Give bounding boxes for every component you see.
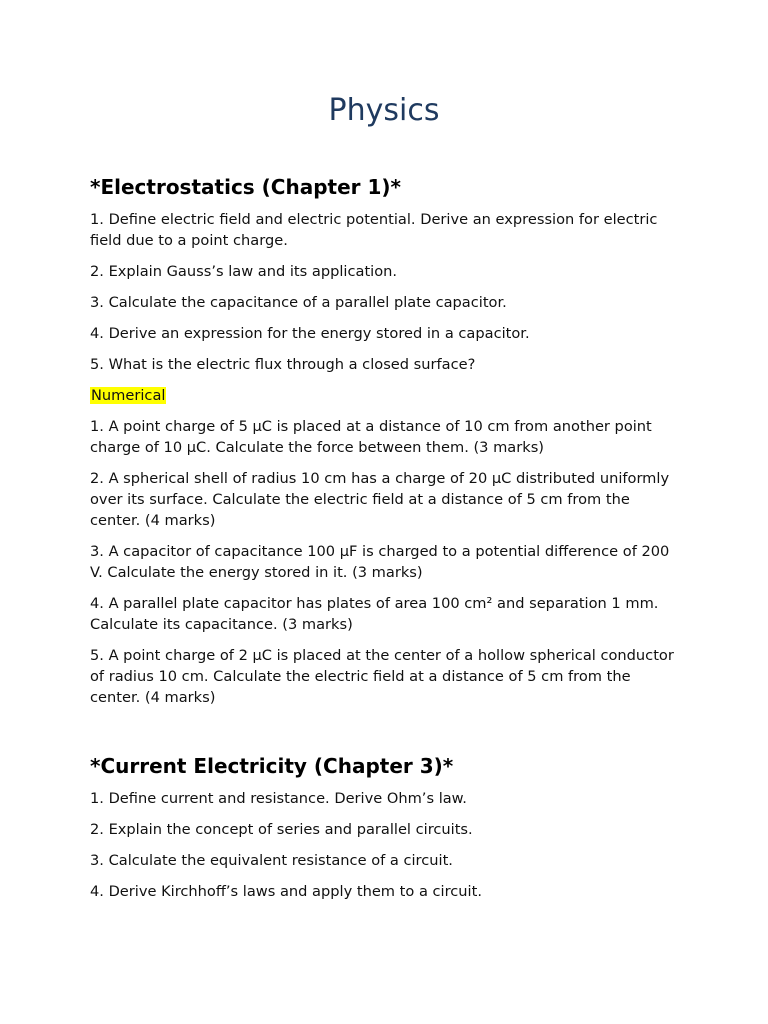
section-heading-current-electricity: *Current Electricity (Chapter 3)* xyxy=(90,754,454,778)
numerical-item: 1. A point charge of 5 μC is placed at a distance of 10 cm from another point charge of 10 μC. Calculate the force between them. (3 marks) xyxy=(90,418,652,456)
electrostatics-question-list xyxy=(90,209,678,375)
section-heading-electrostatics: *Electrostatics (Chapter 1)* xyxy=(90,175,401,199)
current-electricity-question-list xyxy=(90,788,678,902)
question-item: 2. Explain the concept of series and parallel circuits. xyxy=(90,821,473,838)
question-item: 5. What is the electric flux through a closed surface? xyxy=(90,356,476,373)
question-item: 4. Derive Kirchhoff’s laws and apply them to a circuit. xyxy=(90,883,482,900)
numerical-item: 4. A parallel plate capacitor has plates of area 100 cm² and separation 1 mm. Calculate its capacitance. (3 marks) xyxy=(90,595,659,633)
question-item: 2. Explain Gauss’s law and its application. xyxy=(90,263,398,280)
document-title: Physics xyxy=(328,93,440,128)
numerical-question-list xyxy=(90,416,678,708)
question-item: 4. Derive an expression for the energy stored in a capacitor. xyxy=(90,325,530,342)
numerical-item: 3. A capacitor of capacitance 100 μF is charged to a potential difference of 200 V. Calculate the energy stored in it. (3 marks) xyxy=(90,543,670,581)
numerical-label-line xyxy=(90,385,678,406)
numerical-label: Numerical xyxy=(91,387,166,404)
question-item: 3. Calculate the equivalent resistance of a circuit. xyxy=(90,852,453,869)
question-item: 1. Define electric field and electric potential. Derive an expression for electric field due to a point charge. xyxy=(90,211,658,249)
question-item: 1. Define current and resistance. Derive Ohm’s law. xyxy=(90,790,467,807)
question-item: 3. Calculate the capacitance of a parallel plate capacitor. xyxy=(90,294,507,311)
numerical-item: 5. A point charge of 2 μC is placed at the center of a hollow spherical conductor of radius 10 cm. Calculate the electric field at a distance of 5 cm from the center. (4 marks) xyxy=(90,647,674,706)
numerical-item: 2. A spherical shell of radius 10 cm has a charge of 20 μC distributed uniformly over its surface. Calculate the electric field at a distance of 5 cm from the center. (4 marks) xyxy=(90,470,670,529)
